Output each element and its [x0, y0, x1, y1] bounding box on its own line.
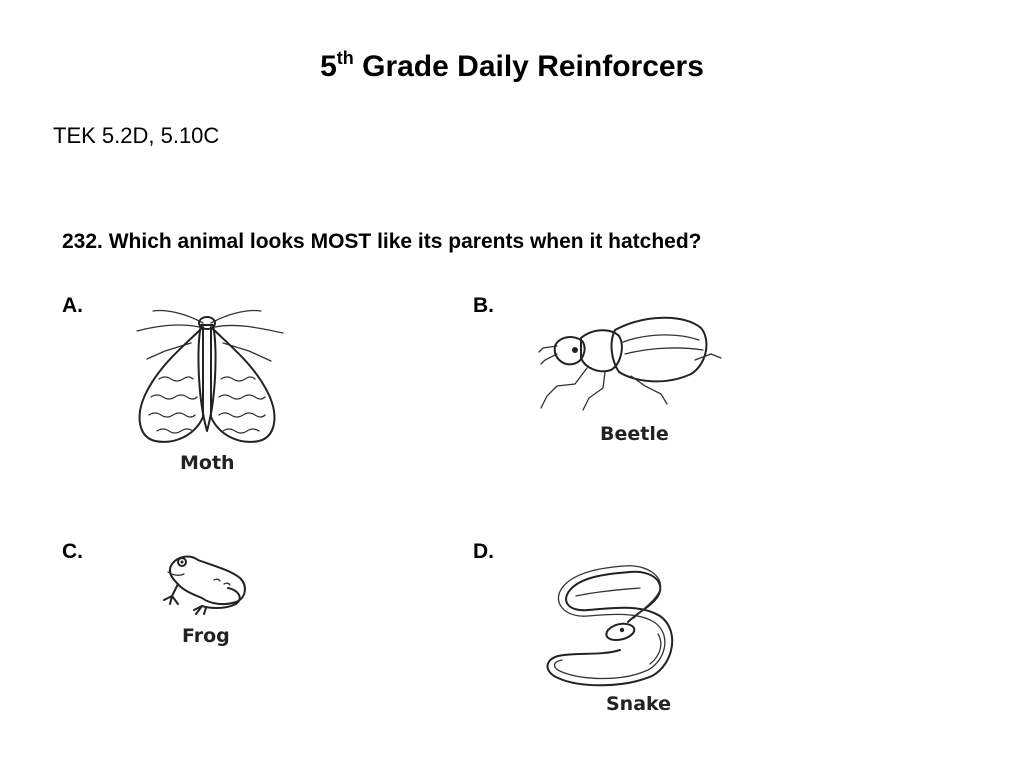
option-d-caption: Snake: [606, 693, 672, 715]
option-b-caption: Beetle: [600, 423, 669, 445]
tek-label: TEK 5.2D, 5.10C: [53, 123, 220, 148]
frog-drawing[interactable]: [158, 550, 253, 615]
moth-drawing[interactable]: [125, 305, 290, 450]
question-text: 232. Which animal looks MOST like its parents when it hatched?: [62, 230, 702, 253]
option-a-letter[interactable]: A.: [62, 294, 83, 317]
beetle-drawing[interactable]: [535, 310, 725, 415]
page-title: [0, 50, 1024, 84]
option-c-letter[interactable]: C.: [62, 540, 83, 563]
title-number: 5: [320, 50, 337, 83]
option-c-caption: Frog: [182, 625, 230, 647]
option-d-letter[interactable]: D.: [473, 540, 494, 563]
snake-drawing[interactable]: [540, 560, 735, 690]
title-text: Grade Daily Reinforcers: [362, 50, 704, 83]
title-suffix: th: [336, 48, 354, 68]
option-a-caption: Moth: [180, 452, 235, 474]
option-b-letter[interactable]: B.: [473, 294, 494, 317]
